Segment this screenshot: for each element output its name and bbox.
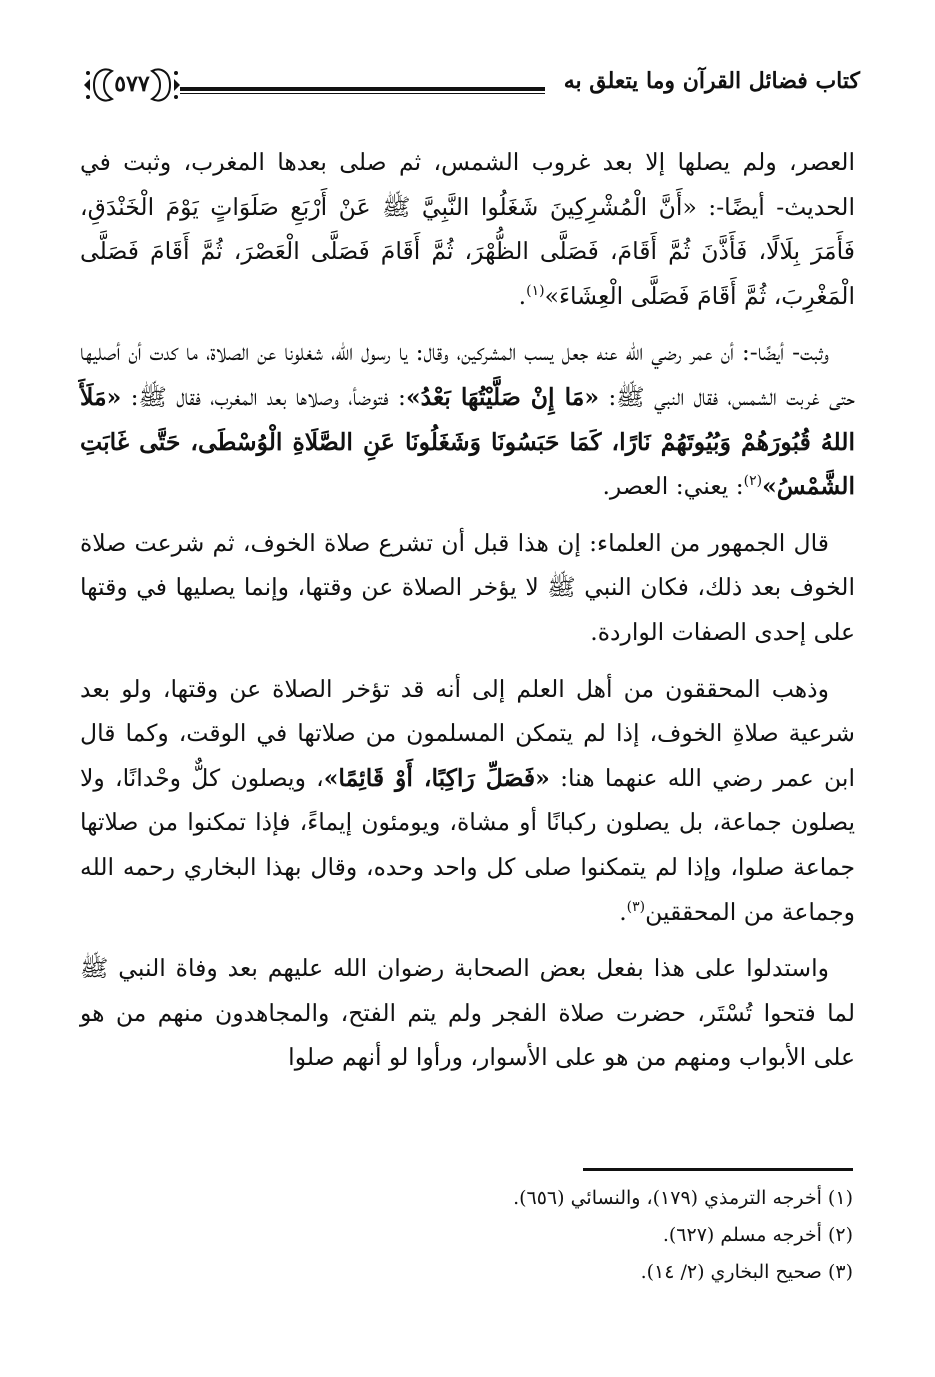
footnote-ref-3: (٣)	[626, 898, 646, 915]
footnotes	[153, 1180, 853, 1291]
paragraph-1-text: العصر، ولم يصلها إلا بعد غروب الشمس، ثم صلى بعدها المغرب، وثبت في الحديث- أيضًا-: «أَنَّ الْمُشْرِكِينَ شَغَلُوا النَّبِيَّ ﷺ عَنْ أَرْبَعِ صَلَوَاتٍ يَوْمَ الْخَنْدَقِ، فَأَمَرَ بِلَالًا، فَأَذَّنَ ثُمَّ أَقَامَ، فَصَلَّى الظُّهْرَ، ثُمَّ أَقَامَ فَصَلَّى الْعَصْرَ، ثُمَّ أَقَامَ فَصَلَّى الْمَغْرِبَ، ثُمَّ أَقَامَ فَصَلَّى الْعِشَاءَ»	[80, 148, 855, 310]
header-rule	[180, 87, 545, 91]
footnote-3: (٣) صحيح البخاري (٢/ ١٤).	[640, 1261, 853, 1283]
paragraph-2-text: وثبت- أيضًا-: أن عمر رضي الله عنه جعل يسب المشركين، وقال: يا رسول الله، شغلونا عن الصلاة، ما كدت أن أصليها حتى غربت الشمس، فقال النبي ﷺ:	[80, 338, 856, 411]
paragraph-2-mid: : فتوضأ، وصلاها بعد المغرب، فقال ﷺ:	[121, 382, 406, 411]
page-number-ornament	[80, 63, 184, 107]
hadith-quote-1: «مَا إِنْ صَلَّيْتُهَا بَعْدُ»	[405, 382, 600, 411]
paragraph-4-end: .	[619, 897, 627, 926]
footnote-ref-1: (١)	[526, 282, 545, 299]
page-number: ٥٧٧	[114, 71, 150, 97]
paragraph-1-end: .	[518, 281, 527, 310]
main-text	[80, 140, 855, 1092]
footnote-1: (١) أخرجه الترمذي (١٧٩)، والنسائي (٦٥٦).	[513, 1187, 853, 1209]
hadith-quote-3: «فَصَلِّ رَاكِبًا، أَوْ قَائِمًا»	[323, 763, 550, 792]
paragraph-4	[80, 667, 855, 935]
footnote-separator	[583, 1168, 853, 1171]
footnote-ref-2: (٢)	[743, 473, 763, 490]
footnote-2: (٢) أخرجه مسلم (٦٢٧).	[662, 1224, 853, 1246]
paragraph-2-end: : يعني: العصر.	[602, 472, 744, 501]
paragraph-3: قال الجمهور من العلماء: إن هذا قبل أن تشرع صلاة الخوف، ثم شرعت صلاة الخوف بعد ذلك، فكان النبي ﷺ لا يؤخر الصلاة عن وقتها، وإنما يصليها في وقتها على إحدى الصفات الواردة.	[80, 528, 855, 646]
paragraph-2	[80, 330, 855, 508]
hadith-quote-2: «مَلَأَ اللهُ قُبُورَهُمْ وَبُيُوتَهُمْ نَارًا، كَمَا حَبَسُونَا وَشَغَلُونَا عَنِ الصَّلَاةِ الْوُسْطَى، حَتَّى غَابَتِ الشَّمْسُ»	[80, 382, 855, 501]
paragraph-5: واستدلوا على هذا بفعل بعض الصحابة رضوان الله عليهم بعد وفاة النبي ﷺ لما فتحوا تُسْتَر، حضرت صلاة الفجر ولم يتم الفتح، والمجاهدون منهم من هو على الأبواب ومنهم من هو على الأسوار، ورأوا لو أنهم صلوا	[80, 954, 855, 1072]
page-header	[80, 58, 860, 118]
paragraph-4-text: وذهب المحققون من أهل العلم إلى أنه قد تؤخر الصلاة عن وقتها، ولو بعد شرعية صلاةِ الخوف، إذا لم يتمكن المسلمون من صلاتها في الوقت، وكما قال ابن عمر رضي الله عنهما هنا:	[80, 674, 855, 792]
running-title: كتاب فضائل القرآن وما يتعلق به	[563, 68, 860, 94]
paragraph-4-mid: ، ويصلون كلٌّ وحْدانًا، ولا يصلون جماعة، بل يصلون ركبانًا أو مشاة، ويومئون إيماءً، فإذا تمكنوا من صلاتها جماعة صلوا، وإذا لم يتمكنوا صلى كل واحد وحده، وقال بهذا البخاري رحمه الله وجماعة من المحققين	[80, 763, 855, 926]
paragraph-1	[80, 140, 855, 318]
